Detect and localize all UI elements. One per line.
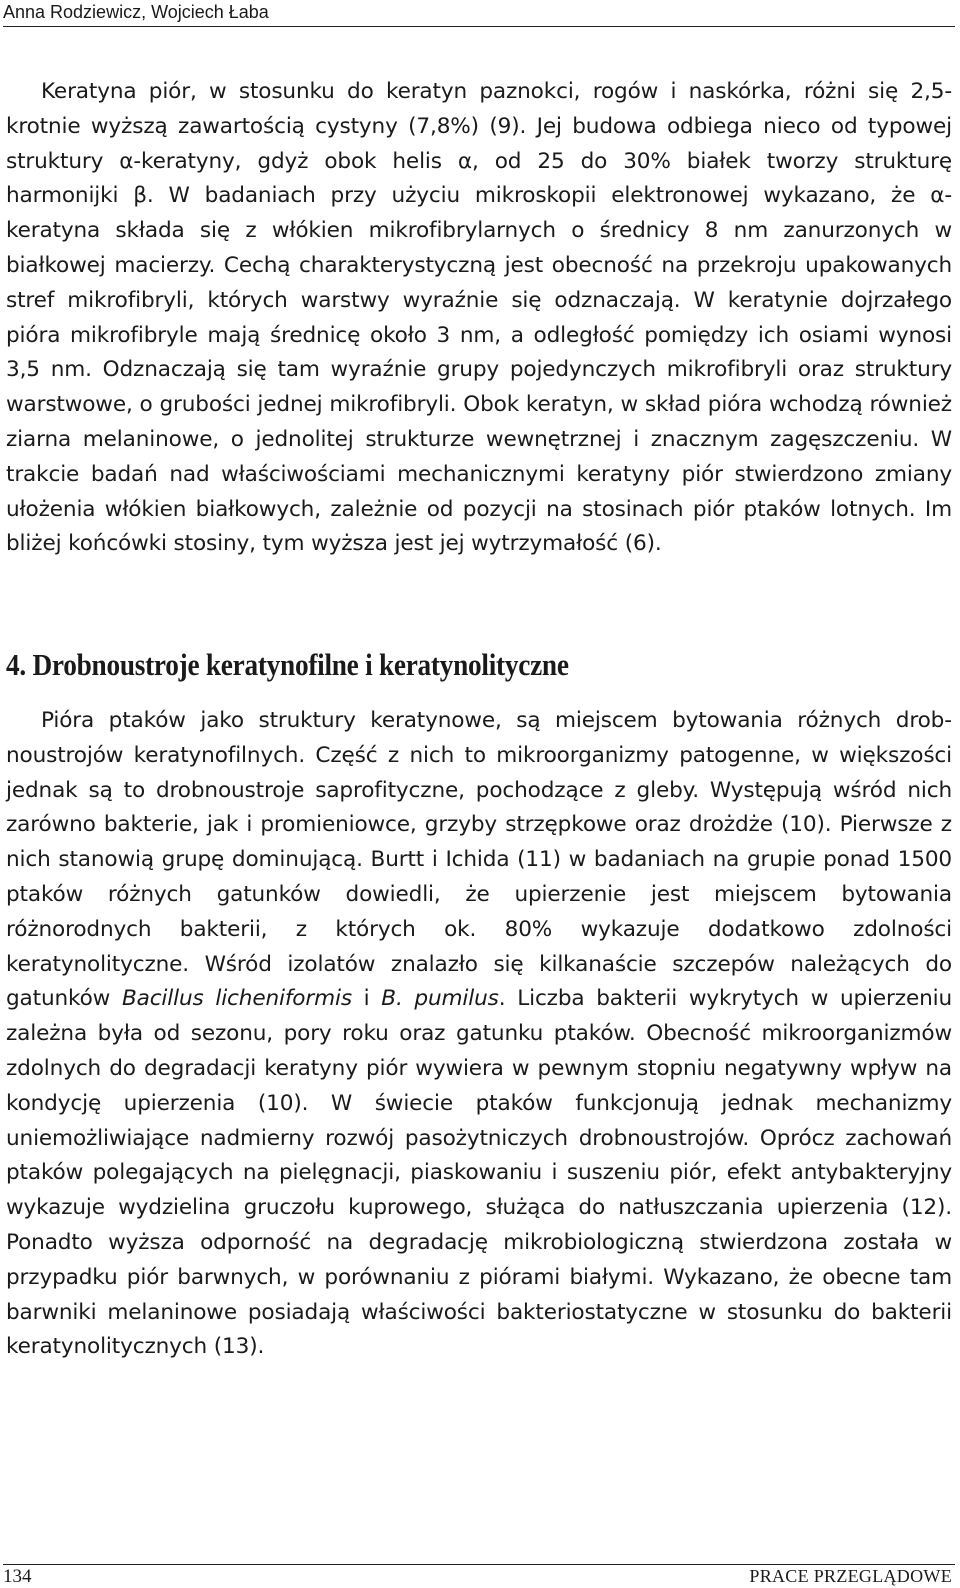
journal-name: PRACE PRZEGLĄDOWE [749, 1566, 952, 1586]
running-head-authors: Anna Rodziewicz, Wojciech Łaba [3, 0, 955, 27]
paragraph-2-text-b: . Liczba bakterii wykrytych w upierzeniu zależna była od sezonu, pory roku oraz gatunku ptaków. Obecność mikroorganizmów zdolnych do degradacji keratyny piór wywiera w pewnym stopniu negatywny wpływ na kondycję upierzenia (10). W świecie ptaków funkcjonują jednak mechanizmy uniemożliwiające nadmierny rozwój pasożytniczych drobnoustrojów. Oprócz zachowań ptaków polegających na pielęgnacji, piaskowaniu i suszeniu piór, efekt antybakteryjny wykazuje wydzielina gruczołu kuprowego, służąca do natłuszczania upierzenia (12). Ponadto wyższa odporność na degradację mikrobiologiczną stwierdzona została w przypadku piór barwnych, w porównaniu z piórami białymi. Wykazano, że obecne tam barwniki melaninowe posiadają właściwości bakteriostatyczne w stosunku do bakterii keratynolitycznych (13). [6, 986, 953, 1360]
page-number: 134 [3, 1566, 32, 1587]
paragraph-2-text-a: Pióra ptaków jako struktury keratynowe, są miejscem bytowania różnych drobnoustrojów keratynofilnych. Część z nich to mikroorganizmy patogenne, w większości jednak są to drobnoustroje saprofityczne, pochodzące z gleby. Występują wśród nich zarówno bakterie, jak i promieniowce, grzyby strzępkowe oraz drożdże (10). Pierwsze z nich stanowią grupę dominującą. Burtt i Ichida (11) w badaniach na grupie ponad 1500 ptaków różnych gatunków dowiedli, że upierzenie jest miejscem bytowania różnorodnych bakterii, z których ok. 80% wykazuje dodatkowo zdolności keratynolityczne. Wśród izolatów znalazło się kilkanaście szczepów należących do gatunków [6, 708, 952, 1012]
species-name-bacillus-licheniformis: Bacillus licheniformis [121, 986, 352, 1012]
footer-rule [3, 1564, 955, 1565]
species-name-b-pumilus: B. pumilus [381, 986, 499, 1012]
body-paragraph-1: Keratyna piór, w stosunku do keratyn paznokci, rogów i naskórka, różni się 2,5-krotnie wyższą zawartością cystyny (7,8%) (9). Jej budowa odbiega nieco od typowej struktury α-keratyny, gdyż obok helis α, od 25 do 30% białek tworzy strukturę harmonijki β. W badaniach przy użyciu mikroskopii elektronowej wykazano, że α-keratyna składa się z włókien mikrofibrylarnych o średnicy 8 nm zanurzonych w białkowej macierzy. Cechą charakterystyczną jest obecność na przekroju upakowanych stref mikrofibryli, których warstwy wyraźnie się odznaczają. W keratynie dojrzałego pióra mikrofibryle mają średnicę około 3 nm, a odległość pomiędzy ich osiami wynosi 3,5 nm. Odznaczają się tam wyraźnie grupy pojedynczych mikrofibryli oraz struktury warstwowe, o grubości jednej mikrofibryli. Obok keratyn, w skład pióra wchodzą również ziarna melaninowe, o jednolitej strukturze wewnętrznej i znacznym zagęszczeniu. W trakcie badań nad właściwościami mechanicznymi keratyny piór stwierdzono zmiany ułożenia włókien białkowych, zależnie od pozycji na stosinach piór ptaków lotnych. Im bliżej końcówki stosiny, tym wyższa jest jej wytrzymałość (6). [6, 79, 952, 557]
body-paragraph-2 [6, 704, 952, 1365]
conjunction-text: i [351, 986, 382, 1012]
section-heading: 4. Drobnoustroje keratynofilne i keratynolityczne [6, 647, 569, 682]
